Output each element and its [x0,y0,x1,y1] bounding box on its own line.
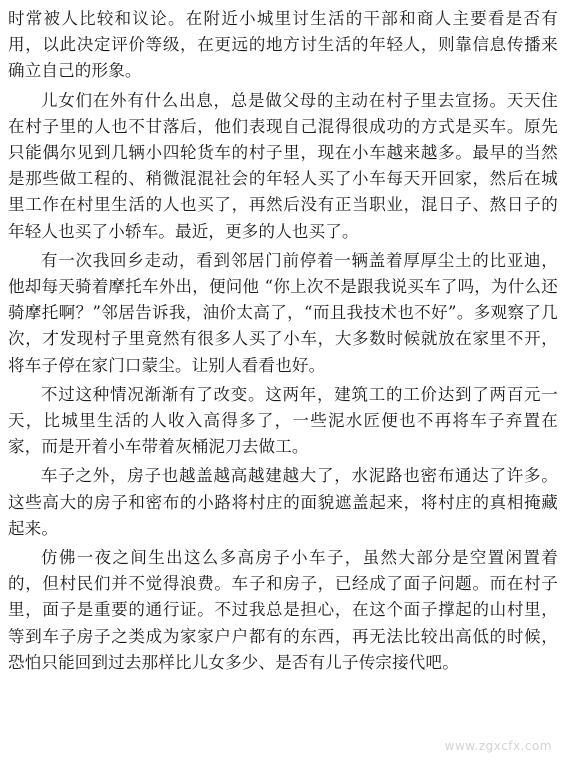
paragraph-4: 不过这种情况渐渐有了改变。这两年，建筑工的工价达到了两百元一天，比城里生活的人收入高得多了，一些泥水匠便也不再将车子弃置在家，而是开着小车带着灰桶泥刀去做工。 [8,384,558,457]
paragraph-6: 仿佛一夜之间生出这么多高房子小车子，虽然大部分是空置闲置着的，但村民们并不觉得浪费。车子和房子，已经成了面子问题。而在村子里，面子是重要的通行证。不过我总是担心，在这个面子撑起的山村里，等到车子房子之类成为家家户户都有的东西，再无法比较出高低的时候，恐怕只能回到过去那样比儿女多少、是否有儿子传宗接代吧。 [8,548,558,672]
paragraph-2: 儿女们在外有什么出息，总是做父母的主动在村子里去宣扬。天天住在村子里的人也不甘落后，他们表现自己混得很成功的方式是买车。原先只能偶尔见到几辆小四轮货车的村子里，现在小车越来越多。最早的当然是那些做工程的、稍微混混社会的年轻人买了小车每天开回家，然后在城里工作在村里生活的人也买了，再然后没有正当职业，混日子、熬日子的年轻人也买了小轿车。最近，更多的人也买了。 [8,90,558,241]
paragraph-1: 时常被人比较和议论。在附近小城里讨生活的干部和商人主要看是否有用，以此决定评价等级，在更远的地方讨生活的年轻人，则靠信息传播来确立自己的形象。 [8,9,558,81]
paragraph-3: 有一次我回乡走动，看到邻居门前停着一辆盖着厚厚尘土的比亚迪，他却每天骑着摩托车外出，便问他 “你上次不是跟我说买车了吗，为什么还骑摩托啊？”邻居告诉我，油价太高了，“而且我技术也不好”。多观察了几次，才发现村子里竟然有很多人买了小车，大多数时候就放在家里不开，将车子停在家门口蒙尘。让别人看看也好。 [8,250,558,375]
paragraph-5: 车子之外，房子也越盖越高越建越大了，水泥路也密布通达了许多。这些高大的房子和密布的小路将村庄的面貌遮盖起来，将村庄的真相掩藏起来。 [8,466,558,538]
watermark: www.zgxcfx.com [444,739,552,753]
